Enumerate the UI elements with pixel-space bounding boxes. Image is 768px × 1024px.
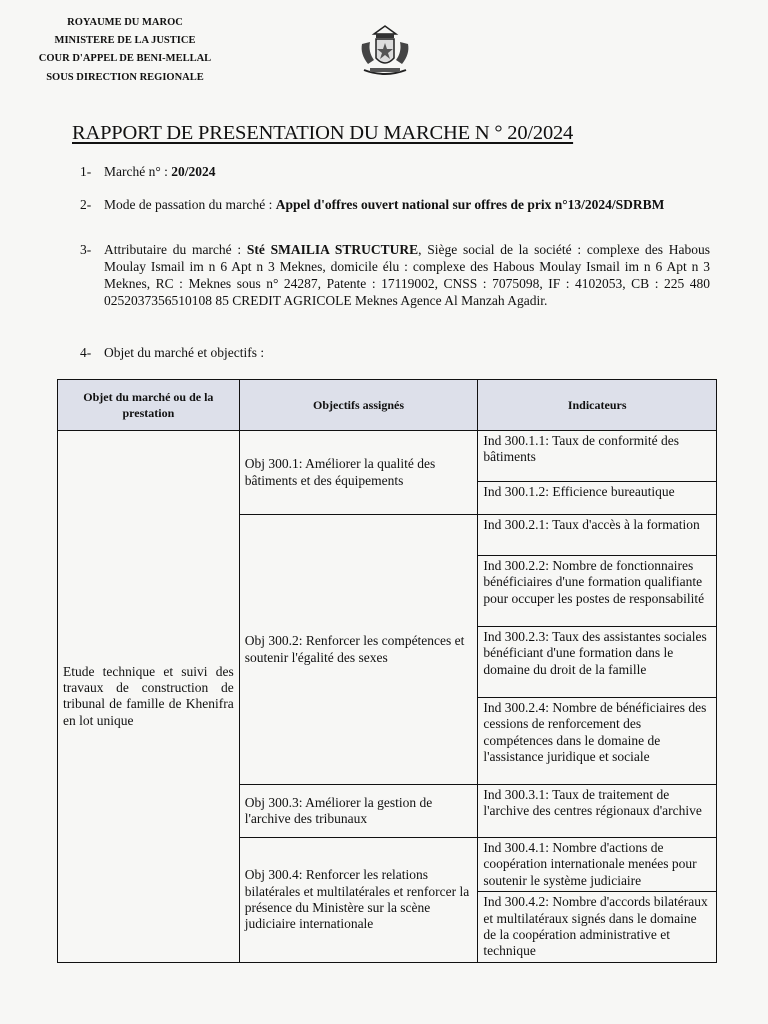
letterhead-line: COUR D'APPEL DE BENI-MELLAL bbox=[38, 53, 212, 65]
item-details: , Siège social de la société : complexe des Habous Moulay Ismail im n 6 Apt n 3 Meknes, domicile élu : complexe des Habous Moulay Ismail im n 6 Apt n 3 Meknes, RC : Meknes sous n° 24287, Patente : 17119002, CNSS : 7075098, IF : 4102053, CB : 225 480 0252037356510108 85 CREDIT AGRICOLE Meknes Agence Al Manzah Agadir. bbox=[104, 242, 711, 308]
table-cell-indicateur: Ind 300.3.1: Taux de traitement de l'archive des centres régionaux d'archive bbox=[478, 785, 717, 838]
table-row bbox=[58, 431, 717, 482]
table-cell-objectif: Obj 300.4: Renforcer les relations bilatérales et multilatérales et renforcer la présence du Ministère sur la scène judiciaire internationale bbox=[239, 838, 478, 963]
letterhead-line: SOUS DIRECTION REGIONALE bbox=[46, 71, 204, 83]
table-cell-objectif: Obj 300.2: Renforcer les compétences et soutenir l'égalité des sexes bbox=[239, 515, 478, 785]
item-3 bbox=[80, 241, 710, 309]
table-cell-indicateur: Ind 300.2.4: Nombre de bénéficiaires des cessions de renforcement des compétences dans le domaine de l'assistance juridique et sociale bbox=[478, 698, 717, 785]
item-value: Sté SMAILIA STRUCTURE bbox=[246, 242, 419, 257]
coat-of-arms-icon bbox=[356, 24, 414, 80]
item-value: Appel d'offres ouvert national sur offres de prix n°13/2024/SDRBM bbox=[275, 197, 665, 212]
item-4 bbox=[80, 344, 710, 361]
table-cell-indicateur: Ind 300.2.2: Nombre de fonctionnaires bénéficiaires d'une formation qualifiante pour occuper les postes de responsabilité bbox=[478, 556, 717, 627]
table-cell-indicateur: Ind 300.4.2: Nombre d'accords bilatéraux et multilatéraux signés dans le domaine de la coopération administrative et technique bbox=[478, 892, 717, 963]
item-number: 1- bbox=[80, 164, 92, 179]
item-1 bbox=[80, 163, 710, 180]
letterhead-line: ROYAUME DU MAROC bbox=[67, 17, 183, 28]
table-cell-indicateur: Ind 300.4.1: Nombre d'actions de coopération internationale menées pour soutenir le système judiciaire bbox=[478, 838, 717, 892]
item-number: 4- bbox=[80, 345, 92, 360]
table-cell-objectif: Obj 300.3: Améliorer la gestion de l'archive des tribunaux bbox=[239, 785, 478, 838]
item-label: Attributaire du marché : bbox=[104, 242, 247, 257]
item-2 bbox=[80, 196, 710, 213]
letterhead-line: MINISTERE DE LA JUSTICE bbox=[54, 35, 196, 47]
table-header: Indicateurs bbox=[478, 380, 717, 431]
item-number: 2- bbox=[80, 197, 92, 212]
table-cell-indicateur: Ind 300.1.2: Efficience bureautique bbox=[478, 482, 717, 515]
table-header: Objet du marché ou de la prestation bbox=[58, 380, 240, 431]
table-cell-objectif: Obj 300.1: Améliorer la qualité des bâtiments et des équipements bbox=[239, 431, 478, 515]
table-header: Objectifs assignés bbox=[239, 380, 478, 431]
item-label: Mode de passation du marché : bbox=[104, 197, 276, 212]
table-cell-indicateur: Ind 300.2.3: Taux des assistantes sociales bénéficiant d'une formation dans le domaine du droit de la famille bbox=[478, 627, 717, 698]
item-value: 20/2024 bbox=[171, 164, 216, 179]
table-cell-indicateur: Ind 300.1.1: Taux de conformité des bâtiments bbox=[478, 431, 717, 482]
item-label: Marché n° : bbox=[104, 164, 172, 179]
letterhead bbox=[22, 14, 228, 87]
table-cell-objet: Etude technique et suivi des travaux de construction de tribunal de famille de Khenifra en lot unique bbox=[58, 431, 240, 963]
page-title: RAPPORT DE PRESENTATION DU MARCHE N ° 20/2024 bbox=[72, 122, 574, 144]
item-number: 3- bbox=[80, 242, 92, 257]
table-header-row bbox=[58, 380, 717, 431]
table-cell-indicateur: Ind 300.2.1: Taux d'accès à la formation bbox=[478, 515, 717, 556]
item-label: Objet du marché et objectifs : bbox=[104, 345, 265, 360]
objectives-table bbox=[57, 379, 717, 963]
